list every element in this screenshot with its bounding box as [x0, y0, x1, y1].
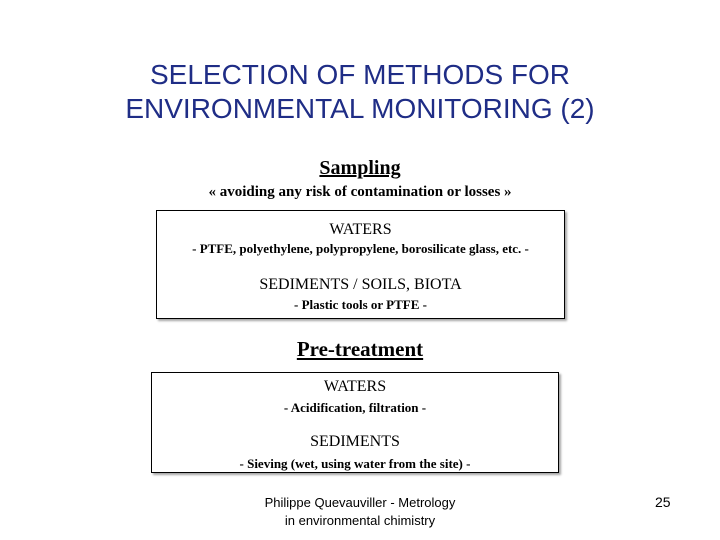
- pretreatment-heading: Pre-treatment: [296, 337, 424, 361]
- sampling-sediments-desc: - Plastic tools or PTFE -: [294, 297, 427, 312]
- pretreatment-waters-desc: - Acidification, filtration -: [283, 400, 427, 415]
- sampling-waters-label: WATERS: [329, 221, 392, 238]
- slide-title-line1: SELECTION OF METHODS FOR: [149, 59, 571, 90]
- sampling-subtitle: « avoiding any risk of contamination or losses »: [208, 184, 512, 200]
- footer-credit-line2: in environmental chimistry: [284, 513, 436, 528]
- sampling-box: [156, 210, 565, 319]
- sampling-heading: Sampling: [319, 157, 401, 179]
- sampling-waters-desc: - PTFE, polyethylene, polypropylene, borosilicate glass, etc. -: [192, 241, 529, 256]
- pretreatment-waters-label: WATERS: [323, 378, 387, 395]
- page-number: 25: [655, 494, 671, 510]
- sampling-sediments-label: SEDIMENTS / SOILS, BIOTA: [259, 276, 462, 293]
- pretreatment-sediments-label: SEDIMENTS: [310, 433, 400, 450]
- pretreatment-sediments-desc: - Sieving (wet, using water from the site) -: [239, 456, 471, 471]
- slide-title: [0, 58, 720, 126]
- footer-credit: [230, 494, 490, 530]
- footer-credit-line1: Philippe Quevauviller - Metrology: [264, 495, 456, 510]
- slide-title-line2: ENVIRONMENTAL MONITORING (2): [125, 93, 595, 124]
- pretreatment-box: [151, 372, 559, 473]
